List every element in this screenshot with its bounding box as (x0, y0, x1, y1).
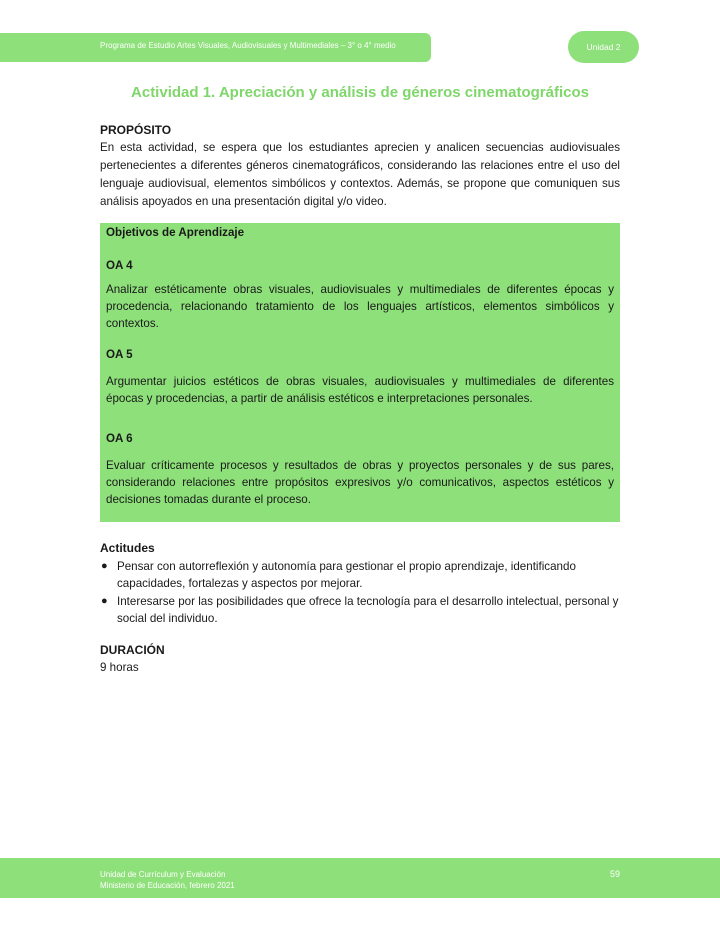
duration-value: 9 horas (100, 661, 139, 674)
attitude-text: Pensar con autorreflexión y autonomía para gestionar el propio aprendizaje, identificando capacidades, fortalezas y aspectos por mejorar. (117, 560, 576, 590)
list-item (100, 593, 620, 627)
program-title: Programa de Estudio Artes Visuales, Audiovisuales y Multimediales – 3° o 4° medio (100, 41, 396, 50)
unit-badge: Unidad 2 (568, 31, 639, 63)
attitude-text: Interesarse por las posibilidades que ofrece la tecnología para el desarrollo intelectual, personal y social del individuo. (117, 595, 619, 625)
footer-ministry: Ministerio de Educación, febrero 2021 (100, 881, 235, 890)
activity-title: Actividad 1. Apreciación y análisis de géneros cinematográficos (131, 84, 589, 101)
oa-4-label: OA 4 (106, 259, 133, 272)
objectives-heading: Objetivos de Aprendizaje (106, 226, 245, 239)
page-number: 59 (610, 869, 621, 879)
oa-5-text: Argumentar juicios estéticos de obras visuales, audiovisuales y multimediales de diferentes épocas y procedencias, a partir de análisis estéticos e interpretaciones personales. (106, 375, 614, 405)
oa-6-text: Evaluar críticamente procesos y resultados de obras y proyectos personales y de sus pares, considerando relaciones entre propósitos expresivos y/o comunicativos, aspectos estéticos y decisiones tomadas durante el proceso. (106, 459, 614, 506)
attitudes-heading: Actitudes (100, 541, 155, 555)
bullet-icon: ● (101, 560, 108, 572)
duration-heading: DURACIÓN (100, 643, 165, 657)
list-item (100, 558, 620, 592)
footer-unit: Unidad de Currículum y Evaluación (100, 870, 226, 879)
oa-6-label: OA 6 (106, 432, 133, 445)
oa-4-text: Analizar estéticamente obras visuales, audiovisuales y multimediales de diferentes épocas y procedencia, relacionando tratamiento de los lenguajes artísticos, elementos simbólicos y contextos. (106, 283, 614, 330)
oa-5-label: OA 5 (106, 348, 133, 361)
attitudes-list (100, 558, 620, 628)
purpose-text: En esta actividad, se espera que los estudiantes aprecien y analicen secuencias audiovisuales pertenecientes a diferentes géneros cinematográficos, considerando las relaciones entre el uso del lenguaje audiovisual, elementos simbólicos y contextos. Además, se propone que comuniquen sus análisis apoyados en una presentación digital y/o video. (100, 141, 620, 208)
bullet-icon: ● (101, 595, 108, 607)
purpose-heading: PROPÓSITO (100, 123, 172, 137)
